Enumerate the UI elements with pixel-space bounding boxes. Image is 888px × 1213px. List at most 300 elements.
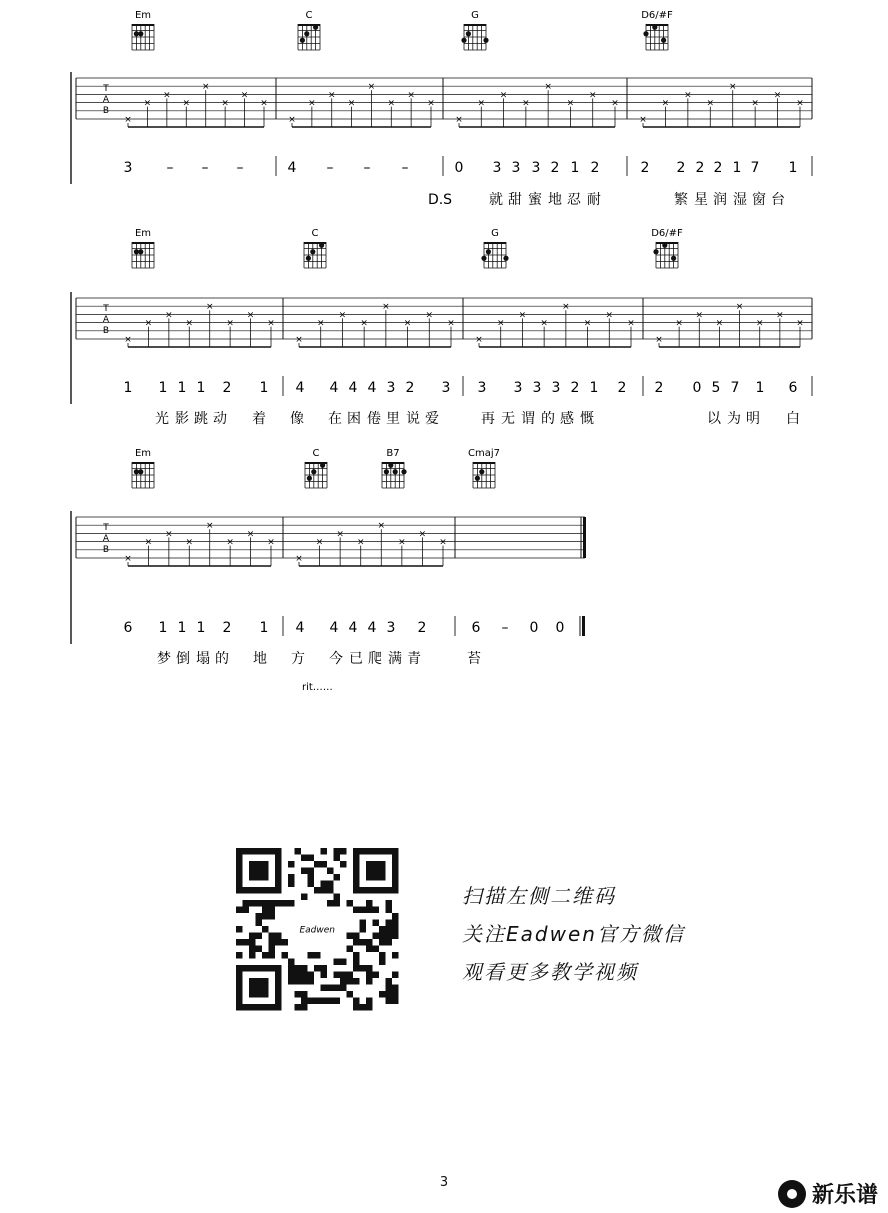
- qr-module: [295, 991, 302, 998]
- lyric-char: 无: [501, 411, 515, 427]
- chord-name: D6/#F: [641, 10, 673, 21]
- chord-diagram: [132, 448, 154, 488]
- chord-dot: [643, 31, 648, 36]
- qr-module: [295, 1004, 302, 1011]
- qr-module: [262, 913, 269, 920]
- qr-module: [327, 998, 334, 1005]
- jianpu-note: 1: [570, 160, 580, 176]
- qr-module: [386, 933, 393, 940]
- qr-module: [386, 907, 393, 914]
- brand-name: 新乐谱: [811, 1183, 878, 1208]
- qr-module: [249, 946, 256, 953]
- chord-nut: [382, 462, 404, 464]
- qr-module: [334, 998, 341, 1005]
- tab-note: ×: [308, 98, 316, 109]
- qr-module: [288, 978, 295, 985]
- chord-diagram: [304, 228, 326, 268]
- jianpu-note: 3: [492, 160, 502, 176]
- lyric-char: 像: [290, 411, 304, 427]
- tab-clef-letter: T: [103, 304, 109, 314]
- chord-diagram: [132, 228, 154, 268]
- tab-note: ×: [124, 115, 132, 125]
- qr-module: [386, 900, 393, 907]
- jianpu-note: 1: [123, 380, 133, 396]
- chord-dot: [475, 476, 480, 481]
- jianpu-note: 5: [711, 380, 721, 396]
- jianpu-note: 2: [676, 160, 686, 176]
- qr-module: [314, 861, 321, 868]
- lyric-char: 的: [541, 411, 555, 427]
- qr-module: [321, 998, 328, 1005]
- jianpu-note: 6: [471, 620, 481, 636]
- jianpu-note: 6: [788, 380, 798, 396]
- qr-module: [386, 991, 393, 998]
- lyric-char: 慨: [580, 411, 594, 427]
- qr-module: [353, 933, 360, 940]
- chord-name: Em: [134, 448, 152, 459]
- qr-module: [288, 900, 295, 907]
- tab-note: ×: [260, 98, 268, 109]
- qr-module: [392, 913, 399, 920]
- qr-module: [249, 900, 256, 907]
- tab-clef-letter: A: [102, 315, 110, 325]
- tab-note: ×: [205, 521, 214, 532]
- tab-note: ×: [182, 98, 191, 109]
- qr-module: [353, 952, 360, 959]
- qr-module: [379, 952, 386, 959]
- jianpu-note: 2: [590, 160, 600, 176]
- qr-module: [373, 972, 380, 979]
- lyric-char: 着: [252, 411, 266, 427]
- jianpu-note: 1: [755, 380, 765, 396]
- promo-line-3: 观看更多教学视频: [462, 960, 638, 984]
- qr-module: [340, 978, 347, 985]
- chord-dot: [138, 249, 143, 254]
- jianpu-note: 3: [531, 160, 541, 176]
- lyric-char: 已: [349, 651, 363, 667]
- qr-module: [269, 913, 276, 920]
- tab-note: ×: [447, 318, 455, 329]
- qr-module: [347, 946, 354, 953]
- qr-finder-inner: [249, 978, 269, 998]
- qr-module: [301, 991, 308, 998]
- chord-dot: [653, 249, 658, 254]
- jianpu-note: 4: [367, 380, 377, 396]
- chord-nut: [656, 242, 678, 244]
- qr-finder-inner: [366, 861, 386, 881]
- qr-module: [334, 848, 341, 855]
- tab-note: ×: [773, 90, 782, 101]
- qr-module: [262, 952, 269, 959]
- tab-clef-letter: T: [103, 84, 109, 94]
- tab-clef-letter: B: [102, 106, 110, 116]
- chord-name: C: [311, 228, 319, 239]
- qr-module: [366, 965, 373, 972]
- tab-note: ×: [751, 98, 759, 109]
- qr-module: [295, 965, 302, 972]
- chord-name: C: [312, 448, 320, 459]
- chord-dot: [304, 31, 309, 36]
- tab-note: ×: [684, 90, 692, 101]
- qr-module: [366, 907, 373, 914]
- chord-dot: [671, 256, 676, 261]
- tab-note: ×: [124, 335, 132, 345]
- lyric-char: 倦: [367, 411, 381, 427]
- qr-module: [275, 933, 282, 940]
- qr-module: [295, 848, 302, 855]
- tab-note: ×: [518, 310, 527, 321]
- jianpu-note: –: [363, 160, 371, 176]
- chord-nut: [132, 462, 154, 464]
- qr-module: [321, 887, 328, 894]
- qr-module: [249, 939, 256, 946]
- qr-module: [327, 868, 334, 875]
- page-number: 3: [439, 1175, 449, 1190]
- lyric-char: 窗: [752, 192, 766, 208]
- lyric-char: 明: [746, 411, 760, 427]
- qr-module: [360, 1004, 367, 1011]
- jianpu-note: 3: [513, 380, 523, 396]
- tab-note: ×: [427, 98, 435, 109]
- qr-module: [366, 900, 373, 907]
- qr-module: [321, 965, 328, 972]
- qr-module: [288, 965, 295, 972]
- qr-module: [249, 952, 256, 959]
- qr-module: [386, 939, 393, 946]
- jianpu-note: –: [501, 620, 509, 636]
- qr-module: [288, 972, 295, 979]
- promo-line-1: 扫描左侧二维码: [462, 884, 616, 908]
- chord-dot: [320, 463, 325, 468]
- tab-note: ×: [418, 529, 427, 540]
- qr-finder-inner: [249, 861, 269, 881]
- tab-note: ×: [316, 318, 325, 329]
- qr-module: [353, 959, 360, 966]
- chord-dot: [479, 469, 484, 474]
- chord-diagram: [468, 448, 500, 488]
- qr-module: [282, 939, 289, 946]
- tab-note: ×: [205, 302, 214, 313]
- qr-module: [366, 998, 373, 1005]
- tab-note: ×: [356, 537, 365, 548]
- end-barline-thick: [583, 517, 586, 558]
- qr-module: [243, 939, 250, 946]
- qr-module: [353, 965, 360, 972]
- tab-note: ×: [776, 310, 784, 321]
- qr-module: [269, 952, 276, 959]
- chord-dot: [661, 38, 666, 43]
- qr-module: [282, 952, 289, 959]
- qr-module: [347, 972, 354, 979]
- qr-module: [301, 998, 308, 1005]
- lyric-char: 再: [481, 411, 495, 427]
- chord-name: C: [305, 10, 313, 21]
- jianpu-note: 4: [367, 620, 377, 636]
- qr-module: [275, 939, 282, 946]
- lyric-char: 困: [347, 411, 361, 427]
- qr-module: [262, 900, 269, 907]
- jianpu-note: 0: [529, 620, 539, 636]
- qr-module: [392, 952, 399, 959]
- tab-note: ×: [185, 318, 194, 329]
- lyric-char: 里: [386, 411, 400, 427]
- qr-module: [366, 978, 373, 985]
- chord-diagram: [382, 448, 407, 488]
- qr-module: [334, 855, 341, 862]
- lyric-char: 以: [707, 411, 721, 427]
- lyric-char: 蜜: [528, 192, 542, 208]
- tab-note: ×: [387, 98, 396, 109]
- tab-note: ×: [143, 98, 152, 109]
- chord-dot: [306, 256, 311, 261]
- qr-module: [386, 998, 393, 1005]
- qr-module: [314, 887, 321, 894]
- lyric-char: 说: [406, 411, 420, 427]
- lyric-char: 动: [213, 411, 227, 427]
- tab-note: ×: [655, 335, 663, 345]
- qr-module: [379, 959, 386, 966]
- qr-module: [295, 978, 302, 985]
- tab-note: ×: [496, 318, 505, 329]
- tab-note: ×: [163, 90, 171, 101]
- chord-diagram: [305, 448, 327, 488]
- qr-module: [360, 965, 367, 972]
- jianpu-note: 1: [259, 620, 269, 636]
- chord-diagram: [651, 228, 683, 268]
- qr-code: [236, 848, 399, 1011]
- lyric-char: 在: [328, 411, 342, 427]
- tab-note: ×: [605, 310, 614, 321]
- ds-marking: D.S: [427, 192, 453, 208]
- qr-module: [347, 991, 354, 998]
- chord-dot: [313, 25, 318, 30]
- tab-note: ×: [226, 537, 234, 548]
- qr-module: [366, 939, 373, 946]
- jianpu-note: 1: [158, 380, 168, 396]
- chord-dot: [384, 469, 389, 474]
- chord-diagram: [132, 10, 154, 50]
- chord-name: Em: [134, 10, 152, 21]
- tab-note: ×: [240, 90, 249, 101]
- jianpu-note: 2: [222, 380, 232, 396]
- qr-module: [373, 933, 380, 940]
- qr-module: [321, 985, 328, 992]
- lyric-char: 苔: [467, 651, 481, 667]
- tab-note: ×: [499, 90, 508, 101]
- brand-badge[interactable]: [778, 1178, 878, 1209]
- qr-module: [327, 900, 334, 907]
- lyric-char: 的: [215, 651, 229, 667]
- chord-diagram: [298, 10, 320, 50]
- jianpu-note: 4: [329, 620, 339, 636]
- lyric-char: 梦: [157, 651, 171, 667]
- qr-module: [353, 907, 360, 914]
- jianpu-note: 2: [405, 380, 415, 396]
- tab-note: ×: [425, 310, 434, 321]
- tab-note: ×: [477, 98, 486, 109]
- lyric-char: 今: [329, 651, 343, 667]
- qr-module: [301, 1004, 308, 1011]
- tab-clef-letter: B: [102, 545, 110, 555]
- lyric-char: 地: [253, 651, 267, 667]
- tab-clef-letter: B: [102, 326, 110, 336]
- qr-module: [256, 920, 263, 927]
- tab-note: ×: [675, 318, 683, 329]
- jianpu-note: 4: [295, 620, 305, 636]
- jianpu-note: 2: [695, 160, 705, 176]
- qr-module: [301, 978, 308, 985]
- chord-name: Em: [134, 228, 152, 239]
- qr-module: [295, 972, 302, 979]
- qr-logo-label: Eadwen: [299, 925, 336, 936]
- jianpu-note: 3: [511, 160, 521, 176]
- chord-dot: [481, 256, 486, 261]
- qr-module: [308, 881, 315, 888]
- tab-note: ×: [403, 318, 412, 329]
- chord-diagram: [461, 10, 488, 50]
- qr-module: [360, 939, 367, 946]
- jianpu-note: 1: [732, 160, 742, 176]
- jianpu-note: 6: [123, 620, 133, 636]
- qr-module: [301, 855, 308, 862]
- tab-note: ×: [360, 318, 368, 329]
- qr-module: [353, 998, 360, 1005]
- qr-module: [256, 946, 263, 953]
- qr-module: [262, 907, 269, 914]
- tab-note: ×: [185, 537, 194, 548]
- tab-note: ×: [611, 98, 619, 109]
- tab-note: ×: [246, 310, 255, 321]
- jianpu-note: –: [201, 160, 209, 176]
- jianpu-note: 3: [386, 620, 396, 636]
- tab-note: ×: [728, 82, 737, 93]
- qr-module: [314, 952, 321, 959]
- jianpu-note: 3: [123, 160, 133, 176]
- qr-module: [269, 907, 276, 914]
- tab-note: ×: [627, 318, 635, 329]
- jianpu-note: 1: [196, 620, 206, 636]
- qr-module: [392, 991, 399, 998]
- qr-module: [269, 946, 276, 953]
- tab-note: ×: [377, 521, 386, 532]
- lyric-char: 爱: [425, 411, 439, 427]
- lyric-char: 繁: [674, 192, 688, 208]
- chord-dot: [486, 249, 491, 254]
- qr-module: [269, 939, 276, 946]
- chord-dot: [138, 31, 143, 36]
- lyric-char: 星: [694, 192, 708, 208]
- tab-note: ×: [735, 302, 744, 313]
- tab-note: ×: [544, 82, 552, 93]
- qr-module: [269, 933, 276, 940]
- qr-module: [314, 965, 321, 972]
- jianpu-note: 3: [551, 380, 561, 396]
- qr-module: [275, 900, 282, 907]
- chord-dot: [503, 256, 508, 261]
- chord-nut: [484, 242, 506, 244]
- qr-module: [308, 952, 315, 959]
- qr-module: [373, 907, 380, 914]
- qr-module: [360, 907, 367, 914]
- jianpu-note: 0: [555, 620, 565, 636]
- qr-module: [288, 881, 295, 888]
- tab-note: ×: [588, 90, 597, 101]
- jianpu-note: 4: [348, 620, 358, 636]
- qr-module: [256, 913, 263, 920]
- qr-module: [327, 985, 334, 992]
- chord-dot: [652, 25, 657, 30]
- lyric-char: 润: [713, 192, 727, 208]
- qr-module: [392, 985, 399, 992]
- tab-note: ×: [144, 537, 153, 548]
- jianpu-note: 2: [570, 380, 580, 396]
- tab-note: ×: [706, 98, 715, 109]
- qr-module: [236, 939, 243, 946]
- qr-module: [321, 861, 328, 868]
- qr-module: [236, 926, 243, 933]
- chord-dot: [393, 469, 398, 474]
- chord-dot: [466, 31, 471, 36]
- tab-note: ×: [267, 537, 275, 548]
- tab-note: ×: [398, 537, 406, 548]
- qr-module: [308, 855, 315, 862]
- chord-name: G: [471, 10, 479, 21]
- tab-note: ×: [221, 98, 229, 109]
- jianpu-end-thick: [582, 616, 585, 636]
- tab-clef-letter: T: [103, 523, 109, 533]
- chord-dot: [319, 243, 324, 248]
- qr-module: [301, 868, 308, 875]
- chord-dot: [311, 469, 316, 474]
- tab-note: ×: [566, 98, 575, 109]
- chord-nut: [473, 462, 495, 464]
- lyric-char: 台: [771, 192, 785, 208]
- tab-note: ×: [715, 318, 724, 329]
- tab-note: ×: [347, 98, 356, 109]
- lyric-char: 甜: [508, 192, 522, 208]
- tab-clef-letter: A: [102, 534, 110, 544]
- qr-module: [347, 933, 354, 940]
- lyric-char: 耐: [587, 192, 601, 208]
- chord-dot: [401, 469, 406, 474]
- tab-note: ×: [695, 310, 704, 321]
- jianpu-note: 0: [692, 380, 702, 396]
- chord-dot: [138, 469, 143, 474]
- jianpu-note: –: [166, 160, 174, 176]
- jianpu-note: 1: [177, 620, 187, 636]
- qr-module: [379, 926, 386, 933]
- lyric-char: 地: [548, 192, 562, 208]
- jianpu-note: 1: [158, 620, 168, 636]
- qr-module: [256, 933, 263, 940]
- chord-name: Cmaj7: [468, 448, 500, 459]
- qr-module: [392, 998, 399, 1005]
- tab-note: ×: [540, 318, 548, 329]
- jianpu-note: 1: [589, 380, 599, 396]
- chord-dot: [307, 476, 312, 481]
- qr-module: [321, 848, 328, 855]
- tab-note: ×: [165, 529, 173, 540]
- tab-note: ×: [639, 115, 647, 125]
- jianpu-note: 4: [295, 380, 305, 396]
- qr-module: [340, 972, 347, 979]
- jianpu-note: 3: [477, 380, 487, 396]
- tab-note: ×: [407, 90, 415, 101]
- tab-note: ×: [201, 82, 210, 93]
- chord-nut: [646, 24, 668, 26]
- chord-nut: [132, 242, 154, 244]
- qr-module: [347, 900, 354, 907]
